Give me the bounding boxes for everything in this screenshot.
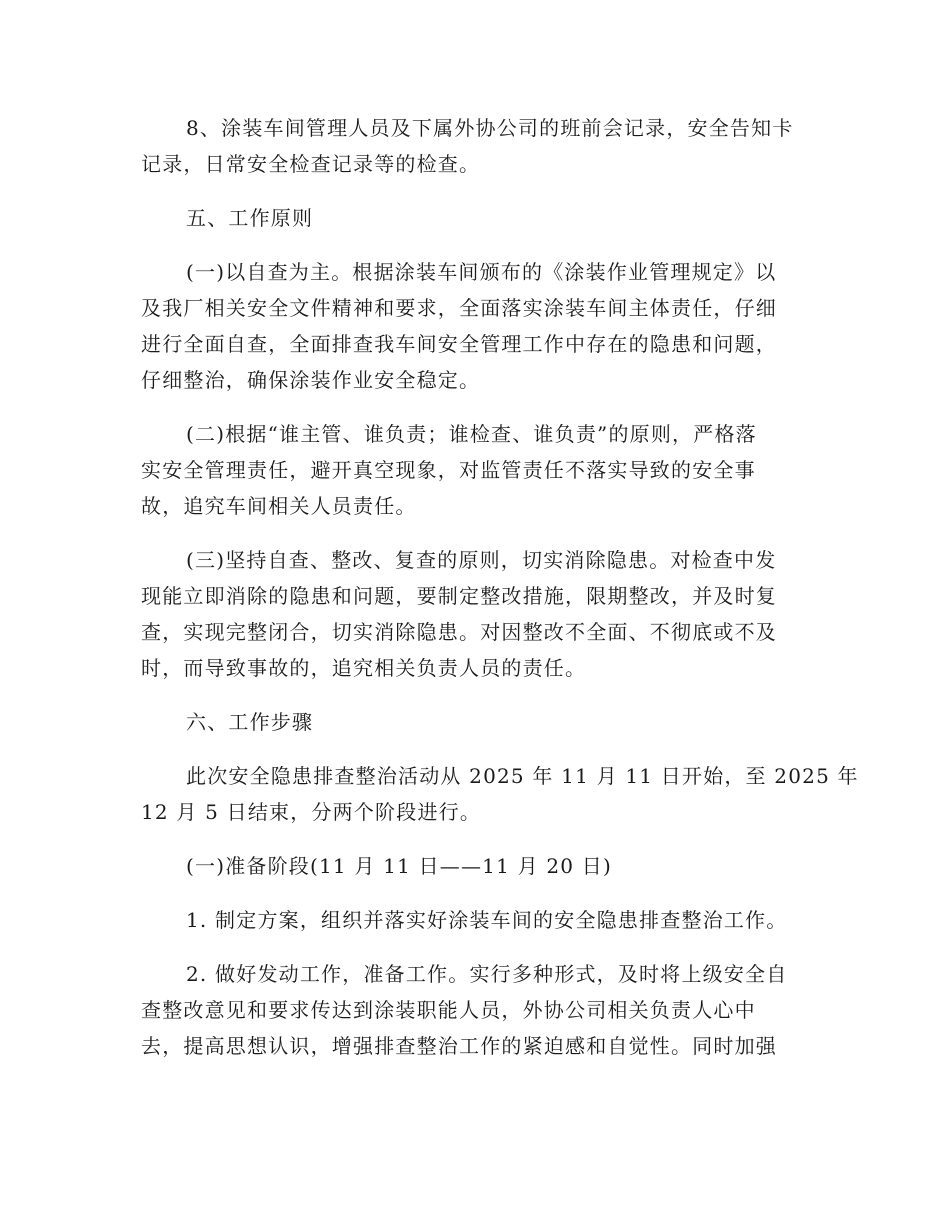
text-line: 实安全管理责任，避开真空现象，对监管责任不落实导致的安全事 [141, 458, 756, 482]
text-line: 故，追究车间相关人员责任。 [141, 494, 417, 518]
text-line: 时，而导致事故的，追究相关负责人员的责任。 [141, 656, 587, 680]
text-line: 记录，日常安全检查记录等的检查。 [141, 152, 481, 176]
sub-heading: (一)准备阶段(11 月 11 日——11 月 20 日) [186, 854, 612, 878]
text-line: 12 月 5 日结束，分两个阶段进行。 [141, 800, 482, 824]
text-line: 进行全面自查，全面排查我车间安全管理工作中存在的隐患和问题， [141, 332, 777, 356]
text-line: 现能立即消除的隐患和问题，要制定整改措施，限期整改，并及时复 [141, 584, 777, 608]
text-line: 及我厂相关安全文件精神和要求，全面落实涂装车间主体责任，仔细 [141, 296, 777, 320]
text-line: 仔细整治，确保涂装作业安全稳定。 [141, 368, 481, 392]
section-heading: 五、工作原则 [186, 206, 314, 230]
section-heading: 六、工作步骤 [186, 710, 314, 734]
text-line: 2. 做好发动工作，准备工作。实行多种形式，及时将上级安全自 [186, 962, 788, 986]
text-line: 8、涂装车间管理人员及下属外协公司的班前会记录，安全告知卡 [186, 116, 794, 140]
text-line: 查，实现完整闭合，切实消除隐患。对因整改不全面、不彻底或不及 [141, 620, 777, 644]
text-line: 1. 制定方案，组织并落实好涂装车间的安全隐患排查整治工作。 [186, 908, 788, 932]
text-line: 去，提高思想认识，增强排查整治工作的紧迫感和自觉性。同时加强 [141, 1034, 777, 1058]
text-line: (二)根据“谁主管、谁负责；谁检查、谁负责”的原则，严格落 [186, 422, 757, 446]
text-line: 此次安全隐患排查整治活动从 2025 年 11 月 11 日开始，至 2025 年 [186, 764, 859, 788]
text-line: (一)以自查为主。根据涂装车间颁布的《涂装作业管理规定》以 [186, 260, 777, 284]
text-line: (三)坚持自查、整改、复查的原则，切实消除隐患。对检查中发 [186, 548, 777, 572]
text-line: 查整改意见和要求传达到涂装职能人员，外协公司相关负责人心中 [141, 998, 756, 1022]
